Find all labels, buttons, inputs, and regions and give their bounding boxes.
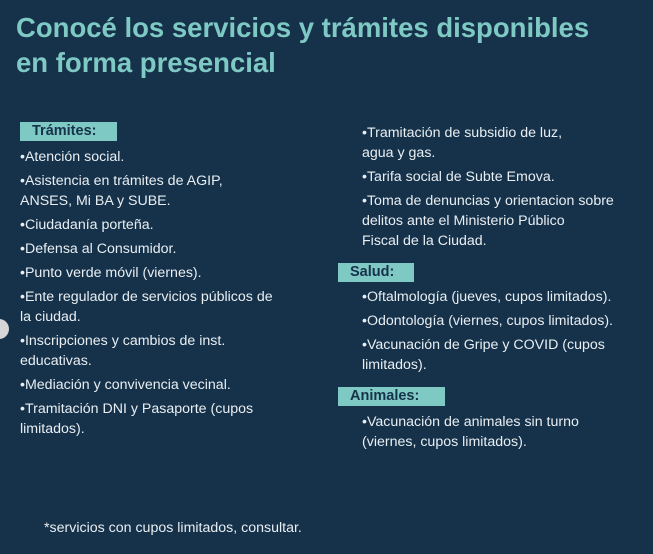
- page-title: [16, 10, 646, 80]
- item-line: educativas.: [20, 353, 92, 369]
- item-line: •Tarifa social de Subte Emova.: [362, 169, 555, 185]
- services-column-right: [338, 121, 648, 456]
- item-line: •Odontología (viernes, cupos limitados).: [362, 313, 614, 329]
- item-line: (viernes, cupos limitados).: [362, 434, 527, 450]
- item-line: limitados).: [20, 421, 85, 437]
- list-item: [338, 191, 648, 251]
- item-line: •Oftalmología (jueves, cupos limitados).: [362, 289, 612, 305]
- list-item: [20, 399, 320, 439]
- list-item: [20, 287, 320, 327]
- list-item: [338, 287, 648, 307]
- item-line: ANSES, Mi BA y SUBE.: [20, 193, 171, 209]
- item-line: Fiscal de la Ciudad.: [362, 233, 487, 249]
- list-item: [20, 331, 320, 371]
- item-line: •Punto verde móvil (viernes).: [20, 265, 202, 281]
- item-line: •Ente regulador de servicios públicos de: [20, 289, 273, 305]
- item-line: •Inscripciones y cambios de inst.: [20, 333, 226, 349]
- salud-list: [338, 287, 648, 375]
- side-scroll-handle[interactable]: [0, 319, 9, 339]
- item-line: •Tramitación DNI y Pasaporte (cupos: [20, 401, 254, 417]
- animales-list: [338, 412, 648, 452]
- footnote: *servicios con cupos limitados, consultar.: [44, 520, 302, 536]
- list-item: [338, 335, 648, 375]
- list-item: [20, 239, 320, 259]
- item-line: agua y gas.: [362, 145, 436, 161]
- section-label-animales: Animales:: [338, 387, 445, 406]
- section-label-salud: Salud:: [338, 263, 414, 282]
- list-item: [338, 167, 648, 187]
- item-line: la ciudad.: [20, 309, 81, 325]
- list-item: [338, 123, 648, 163]
- tramites-list-continued: [338, 123, 648, 251]
- item-line: •Asistencia en trámites de AGIP,: [20, 173, 223, 189]
- item-line: •Vacunación de Gripe y COVID (cupos: [362, 337, 605, 353]
- tramites-list: [20, 147, 320, 439]
- list-item: [20, 215, 320, 235]
- page-title-line-1: Conocé los servicios y trámites disponibles: [16, 12, 590, 43]
- list-item: [20, 171, 320, 211]
- list-item: [20, 263, 320, 283]
- item-line: •Atención social.: [20, 149, 125, 165]
- list-item: [338, 412, 648, 452]
- list-item: [20, 375, 320, 395]
- list-item: [338, 311, 648, 331]
- item-line: limitados).: [362, 357, 427, 373]
- services-column-left: [20, 121, 320, 443]
- item-line: delitos ante el Ministerio Público: [362, 213, 565, 229]
- section-label-tramites: Trámites:: [20, 122, 117, 141]
- item-line: •Tramitación de subsidio de luz,: [362, 125, 563, 141]
- item-line: •Defensa al Consumidor.: [20, 241, 177, 257]
- item-line: •Vacunación de animales sin turno: [362, 414, 579, 430]
- list-item: [20, 147, 320, 167]
- item-line: •Toma de denuncias y orientacion sobre: [362, 193, 614, 209]
- page-title-line-2: en forma presencial: [16, 47, 276, 78]
- item-line: •Mediación y convivencia vecinal.: [20, 377, 231, 393]
- item-line: •Ciudadanía porteña.: [20, 217, 154, 233]
